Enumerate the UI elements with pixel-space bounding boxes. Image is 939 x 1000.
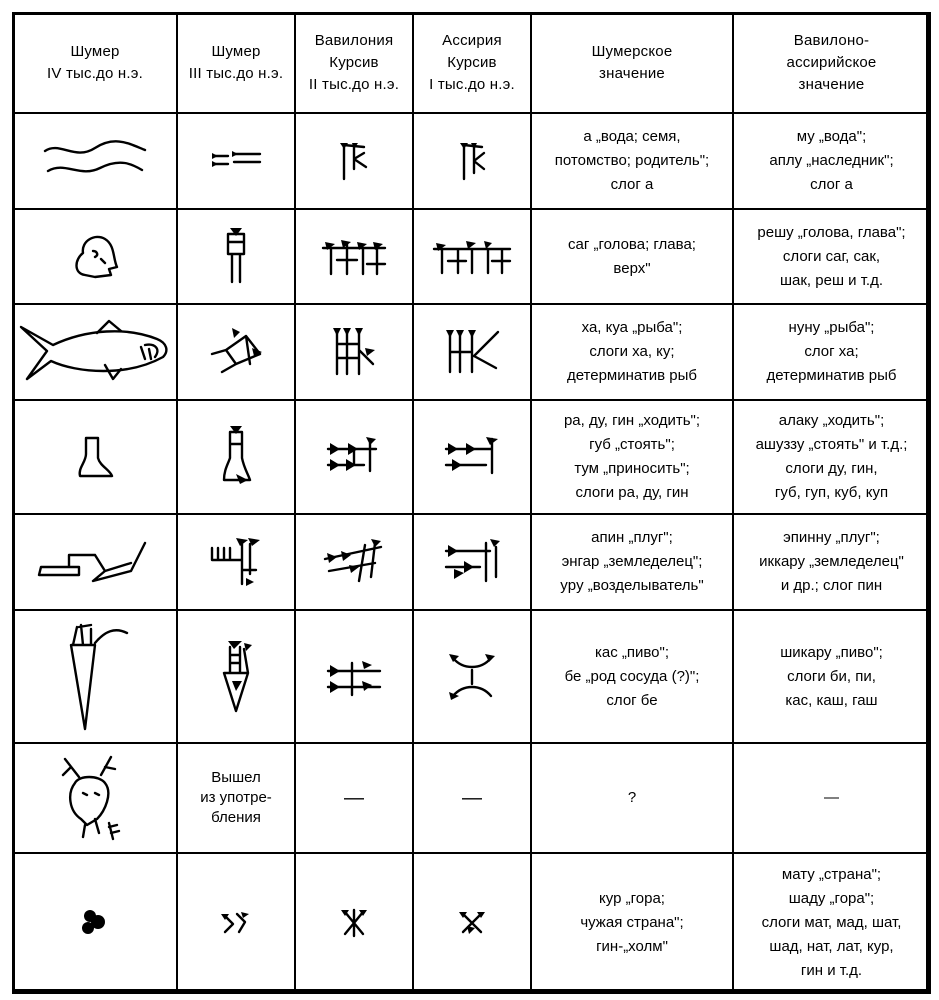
babylonian-meaning: нуну „рыба"; слог ха; детерминатив рыб: [733, 304, 930, 400]
sumerian-meaning: ра, ду, гин „ходить"; губ „стоять"; тум „приносить"; слоги ра, ду, гин: [531, 400, 733, 514]
babylonian-meaning: шикару „пиво"; слоги би, пи, кас, каш, гаш: [733, 610, 930, 743]
babylonian-meaning: эпинну „плуг"; иккару „земледелец" и др.; слог пин: [733, 514, 930, 610]
header-sumer-iii: Шумер III тыс.до н.э.: [177, 13, 295, 113]
empty-dash: —: [413, 743, 531, 853]
sumerian-meaning: кур „гора; чужая страна"; гин-„холм": [531, 853, 733, 993]
header-babylonia: Вавилония Курсив II тыс.до н.э.: [295, 13, 413, 113]
obsolete-note: Вышел из употре- бления: [177, 743, 295, 853]
babylonian-meaning: алаку „ходить"; ашуззу „стоять" и т.д.; слоги ду, гин, губ, гуп, куб, куп: [733, 400, 930, 514]
babylonian-meaning: решу „голова, глава"; слоги саг, сак, шак, реш и т.д.: [733, 209, 930, 304]
header-babylonian-meaning: Вавилоно- ассирийское значение: [733, 13, 930, 113]
header-sumerian-meaning: Шумерское значение: [531, 13, 733, 113]
header-assyria: Ассирия Курсив I тыс.до н.э.: [413, 13, 531, 113]
sumerian-meaning: а „вода; семя, потомство; родитель"; слог а: [531, 113, 733, 209]
sumerian-meaning: апин „плуг"; энгар „земледелец"; ypy „возделыватель": [531, 514, 733, 610]
header-sumer-iv: Шумер IV тыс.до н.э.: [13, 13, 177, 113]
sumerian-meaning: ха, куа „рыба"; слоги ха, ку; детерминатив рыб: [531, 304, 733, 400]
sumerian-meaning: саг „голова; глава; верх": [531, 209, 733, 304]
table-frame: [12, 12, 929, 992]
babylonian-meaning: му „вода"; аплу „наследник"; слог а: [733, 113, 930, 209]
babylonian-meaning: мату „страна"; шаду „гора"; слоги мат, мад, шат, шад, нат, лат, кур, гин и т.д.: [733, 853, 930, 993]
sumerian-meaning: ?: [531, 743, 733, 853]
empty-dash: —: [295, 743, 413, 853]
babylonian-meaning: —: [733, 743, 930, 853]
sumerian-meaning: кас „пиво"; бе „род сосуда (?)"; слог бе: [531, 610, 733, 743]
